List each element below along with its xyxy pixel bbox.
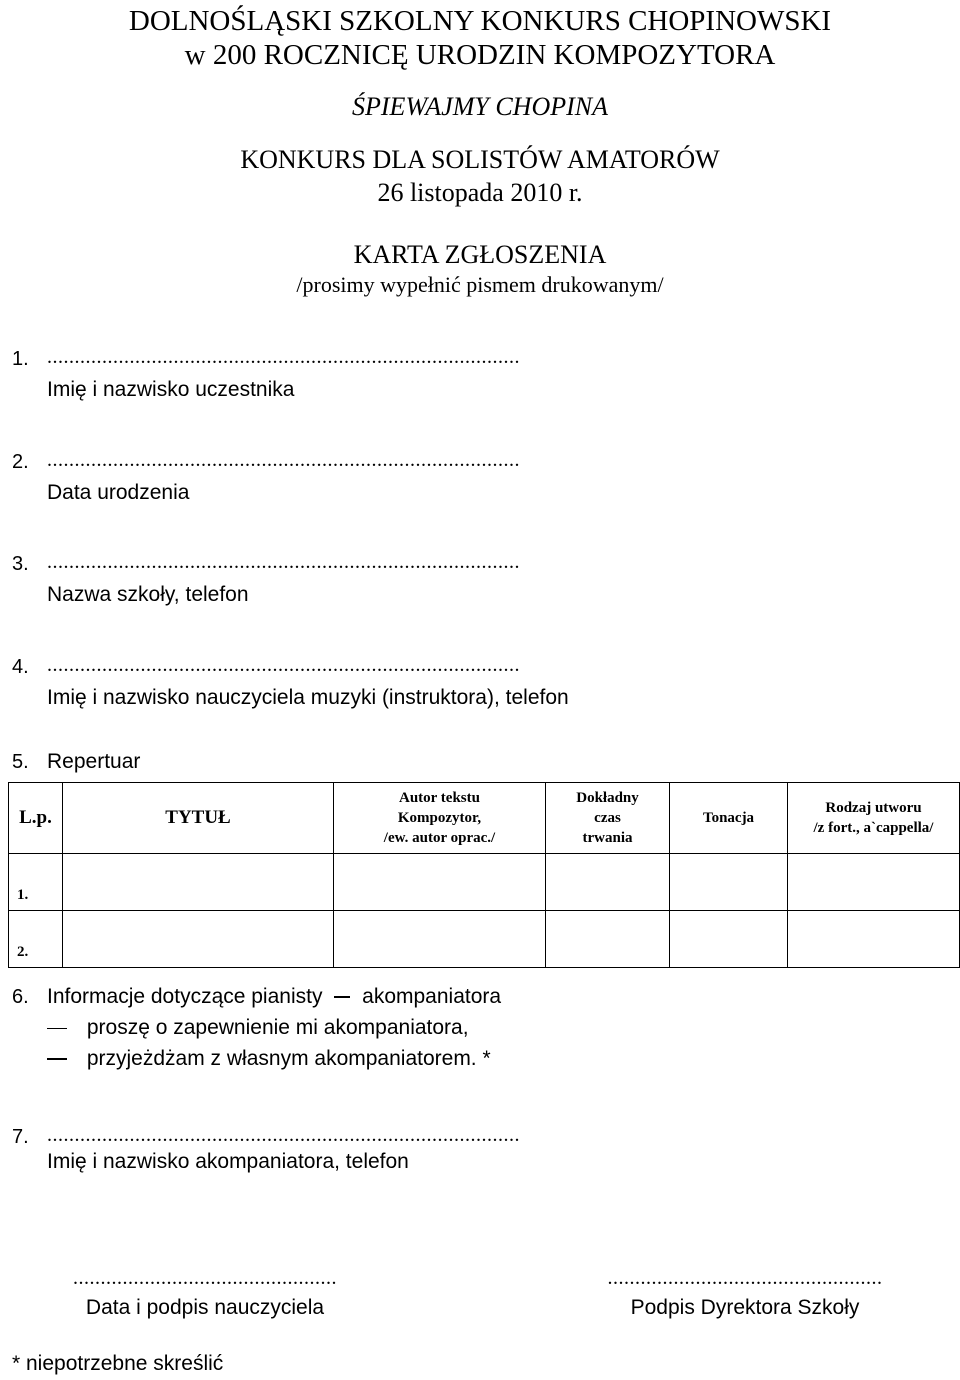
fill-in-line[interactable]: ...................................................................................... xyxy=(47,449,520,471)
signature-label: Podpis Dyrektora Szkoły xyxy=(630,1296,860,1319)
field-label: Data urodzenia xyxy=(47,481,190,504)
dash-icon xyxy=(47,1058,67,1060)
cell-author[interactable] xyxy=(334,911,546,968)
accompanist-option-provide[interactable]: proszę o zapewnienie mi akompaniatora, xyxy=(47,1016,469,1040)
form-note: /prosimy wypełnić pismem drukowanym/ xyxy=(296,272,664,297)
cell-title[interactable] xyxy=(63,854,334,911)
cell-piece-type[interactable] xyxy=(788,911,960,968)
table-row xyxy=(9,854,960,911)
signature-label: Data i podpis nauczyciela xyxy=(85,1296,325,1319)
fill-in-line[interactable]: ...................................................................................... xyxy=(47,1124,520,1146)
teacher-signature xyxy=(50,1267,360,1320)
repertoire-label: Repertuar xyxy=(47,750,141,773)
header-piece-type: Rodzaj utworu /z fort., a`cappella/ xyxy=(788,783,960,854)
signature-line[interactable]: ................................................ xyxy=(73,1267,337,1289)
field-number: 5. xyxy=(12,751,29,773)
table-header-row xyxy=(9,783,960,854)
field-number: 3. xyxy=(12,553,29,575)
field-number: 7. xyxy=(12,1126,29,1148)
repertoire-table xyxy=(8,782,960,968)
accompanist-option-own[interactable]: przyjeżdżam z własnym akompaniatorem. * xyxy=(47,1047,491,1071)
heading-contest-name: DOLNOŚLĄSKI SZKOLNY KONKURS CHOPINOWSKI xyxy=(128,5,832,37)
row-number: 2. xyxy=(9,911,63,968)
header-duration: Dokładny czas trwania xyxy=(546,783,670,854)
director-signature xyxy=(570,1267,920,1320)
field-number: 1. xyxy=(12,348,29,370)
header-key: Tonacja xyxy=(670,783,788,854)
header-author: Autor tekstu Kompozytor, /ew. autor oprac./ xyxy=(334,783,546,854)
accompanist-label: Informacje dotyczące pianisty akompaniatora xyxy=(47,985,502,1008)
header-lp: L.p. xyxy=(9,783,63,854)
field-number: 2. xyxy=(12,451,29,473)
row-number: 1. xyxy=(9,854,63,911)
field-label: Imię i nazwisko akompaniatora, telefon xyxy=(47,1150,409,1173)
cell-author[interactable] xyxy=(334,854,546,911)
fill-in-line[interactable]: ...................................................................................... xyxy=(47,654,520,676)
signature-line[interactable]: .................................................. xyxy=(607,1267,883,1289)
dash-icon xyxy=(334,996,350,998)
cell-duration[interactable] xyxy=(546,854,670,911)
cell-title[interactable] xyxy=(63,911,334,968)
contest-date: 26 listopada 2010 r. xyxy=(377,178,583,207)
motto: ŚPIEWAJMY CHOPINA xyxy=(352,92,608,121)
footnote: * niepotrzebne skreślić xyxy=(12,1352,224,1375)
cell-key[interactable] xyxy=(670,854,788,911)
header-title: TYTUŁ xyxy=(63,783,334,854)
cell-key[interactable] xyxy=(670,911,788,968)
field-label: Imię i nazwisko uczestnika xyxy=(47,378,295,401)
contest-type: KONKURS DLA SOLISTÓW AMATORÓW xyxy=(240,145,720,174)
field-number: 4. xyxy=(12,656,29,678)
table-row xyxy=(9,911,960,968)
field-number: 6. xyxy=(12,986,29,1008)
field-label: Nazwa szkoły, telefon xyxy=(47,583,249,606)
fill-in-line[interactable]: ...................................................................................... xyxy=(47,551,520,573)
cell-duration[interactable] xyxy=(546,911,670,968)
fill-in-line[interactable]: ...................................................................................... xyxy=(47,346,520,368)
heading-anniversary: w 200 ROCZNICĘ URODZIN KOMPOZYTORA xyxy=(184,39,776,71)
dash-icon xyxy=(47,1028,67,1029)
cell-piece-type[interactable] xyxy=(788,854,960,911)
form-title: KARTA ZGŁOSZENIA xyxy=(353,240,607,269)
field-label: Imię i nazwisko nauczyciela muzyki (instruktora), telefon xyxy=(47,686,569,709)
